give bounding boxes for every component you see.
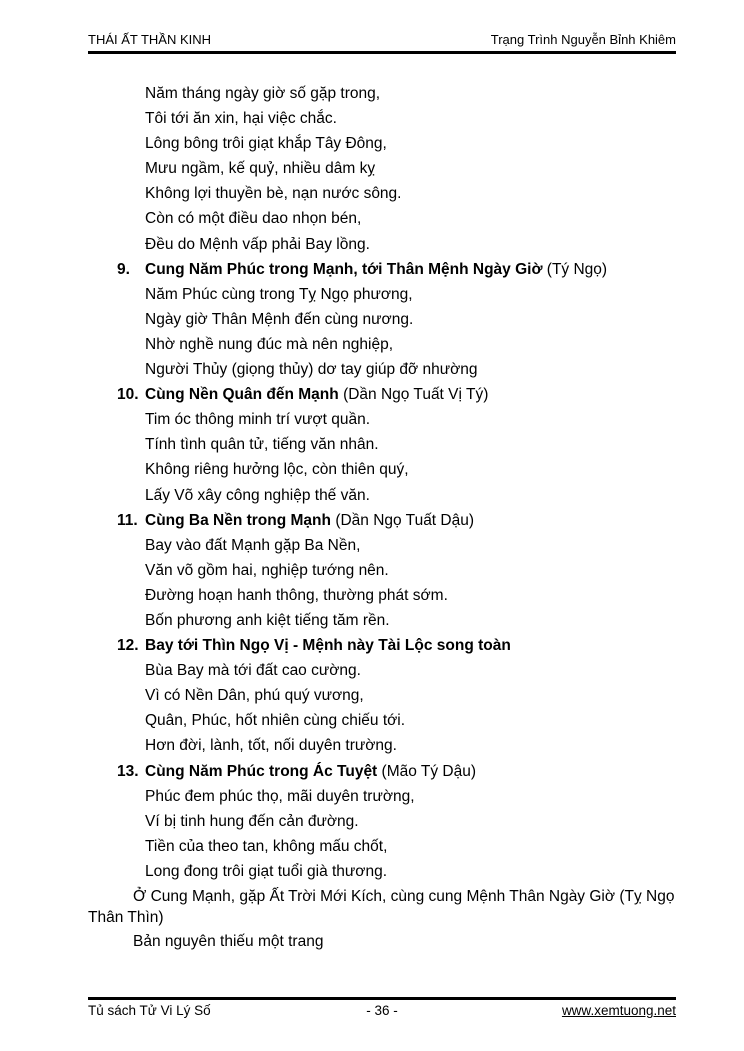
verse-line: Không lợi thuyền bè, nạn nước sông. (145, 185, 402, 203)
paragraph: Ở Cung Mạnh, gặp Ất Trời Mới Kích, cùng cung Mệnh Thân Ngày Giờ (Tỵ Ngọ Thân Thìn) (88, 888, 675, 926)
section-heading (88, 508, 676, 533)
footer-website-link[interactable]: www.xemtuong.net (561, 1003, 676, 1018)
paragraph: Bản nguyên thiếu một trang (133, 932, 324, 950)
verse-line: Long đong trôi giạt tuổi già thương. (145, 862, 388, 880)
page-footer (88, 997, 676, 1018)
section-number: 13. (117, 762, 139, 780)
section-title: Cung Năm Phúc trong Mạnh, tới Thân Mệnh Ngày Giờ (145, 260, 543, 278)
verse-line: Còn có một điều dao nhọn bén, (145, 210, 362, 228)
verse-line: Bay vào đất Mạnh gặp Ba Nền, (145, 536, 361, 554)
verse-line: Văn võ gồm hai, nghiệp tướng nên. (145, 561, 389, 579)
verse-line: Năm tháng ngày giờ số gặp trong, (145, 85, 381, 102)
verse-line: Năm Phúc cùng trong Tỵ Ngọ phương, (145, 285, 413, 303)
section-title-note: (Tý Ngọ) (546, 260, 608, 278)
section-number: 12. (117, 637, 139, 655)
verse-line: Mưu ngầm, kế quỷ, nhiều dâm kỵ (145, 160, 376, 178)
verse-line: Đều do Mệnh vấp phải Bay lồng. (145, 235, 370, 253)
verse-line: Bốn phương anh kiệt tiếng tăm rền. (145, 611, 390, 629)
section-title: Cùng Năm Phúc trong Ác Tuyệt (145, 762, 378, 780)
footer-page-number: - 36 - (366, 1003, 398, 1018)
verse-line: Hơn đời, lành, tốt, nối duyên trường. (145, 737, 397, 755)
section-heading (88, 759, 676, 784)
section-heading (88, 257, 676, 282)
section-heading (88, 633, 676, 658)
verse-line: Tôi tới ăn xin, hại việc chắc. (145, 110, 337, 128)
footer-series-title: Tủ sách Tử Vi Lý Số (88, 1003, 211, 1018)
verse-line: Tính tình quân tử, tiếng văn nhân. (145, 436, 379, 454)
verse-line: Phúc đem phúc thọ, mãi duyên trường, (145, 787, 415, 805)
verse-line: Bùa Bay mà tới đất cao cường. (145, 662, 361, 680)
verse-line: Quân, Phúc, hốt nhiên cùng chiếu tới. (145, 712, 406, 730)
section-title-note: (Dần Ngọ Tuất Vị Tý) (343, 386, 489, 404)
verse-line: Nhờ nghề nung đúc mà nên nghiệp, (145, 335, 394, 353)
section-title-note: (Dần Ngọ Tuất Dậu) (335, 511, 475, 529)
section-number: 9. (117, 260, 130, 278)
section-title: Bay tới Thìn Ngọ Vị - Mệnh này Tài Lộc song toàn (145, 637, 511, 655)
verse-line: Ngày giờ Thân Mệnh đến cùng nương. (145, 310, 414, 328)
verse-line: Đường hoạn hanh thông, thường phát sớm. (145, 586, 448, 604)
verse-line: Tim óc thông minh trí vượt quần. (145, 411, 370, 429)
section-title: Cùng Nền Quân đến Mạnh (145, 386, 339, 404)
verse-line: Vì có Nền Dân, phú quý vương, (145, 687, 364, 705)
verse-line: Lông bông trôi giạt khắp Tây Đông, (145, 135, 387, 153)
page-header (88, 32, 676, 54)
header-author: Trạng Trình Nguyễn Bỉnh Khiêm (490, 32, 676, 47)
section-number: 11. (117, 511, 138, 529)
section-heading (88, 382, 676, 407)
footer-link-wrap (480, 1003, 676, 1018)
section-title: Cùng Ba Nền trong Mạnh (145, 511, 331, 529)
verse-line: Lấy Võ xây công nghiệp thế văn. (145, 486, 370, 504)
section-title-note: (Mão Tý Dậu) (381, 762, 477, 780)
header-book-title: THÁI ẤT THẦN KINH (88, 32, 212, 47)
verse-line: Người Thủy (giọng thủy) dơ tay giúp đỡ nhường (145, 361, 478, 379)
verse-line: Tiền của theo tan, không mấu chốt, (145, 837, 388, 855)
section-number: 10. (117, 386, 139, 404)
verse-line: Ví bị tinh hung đến cản đường. (145, 812, 359, 830)
page-body (88, 81, 676, 956)
verse-line: Không riêng hưởng lộc, còn thiên quý, (145, 461, 409, 479)
